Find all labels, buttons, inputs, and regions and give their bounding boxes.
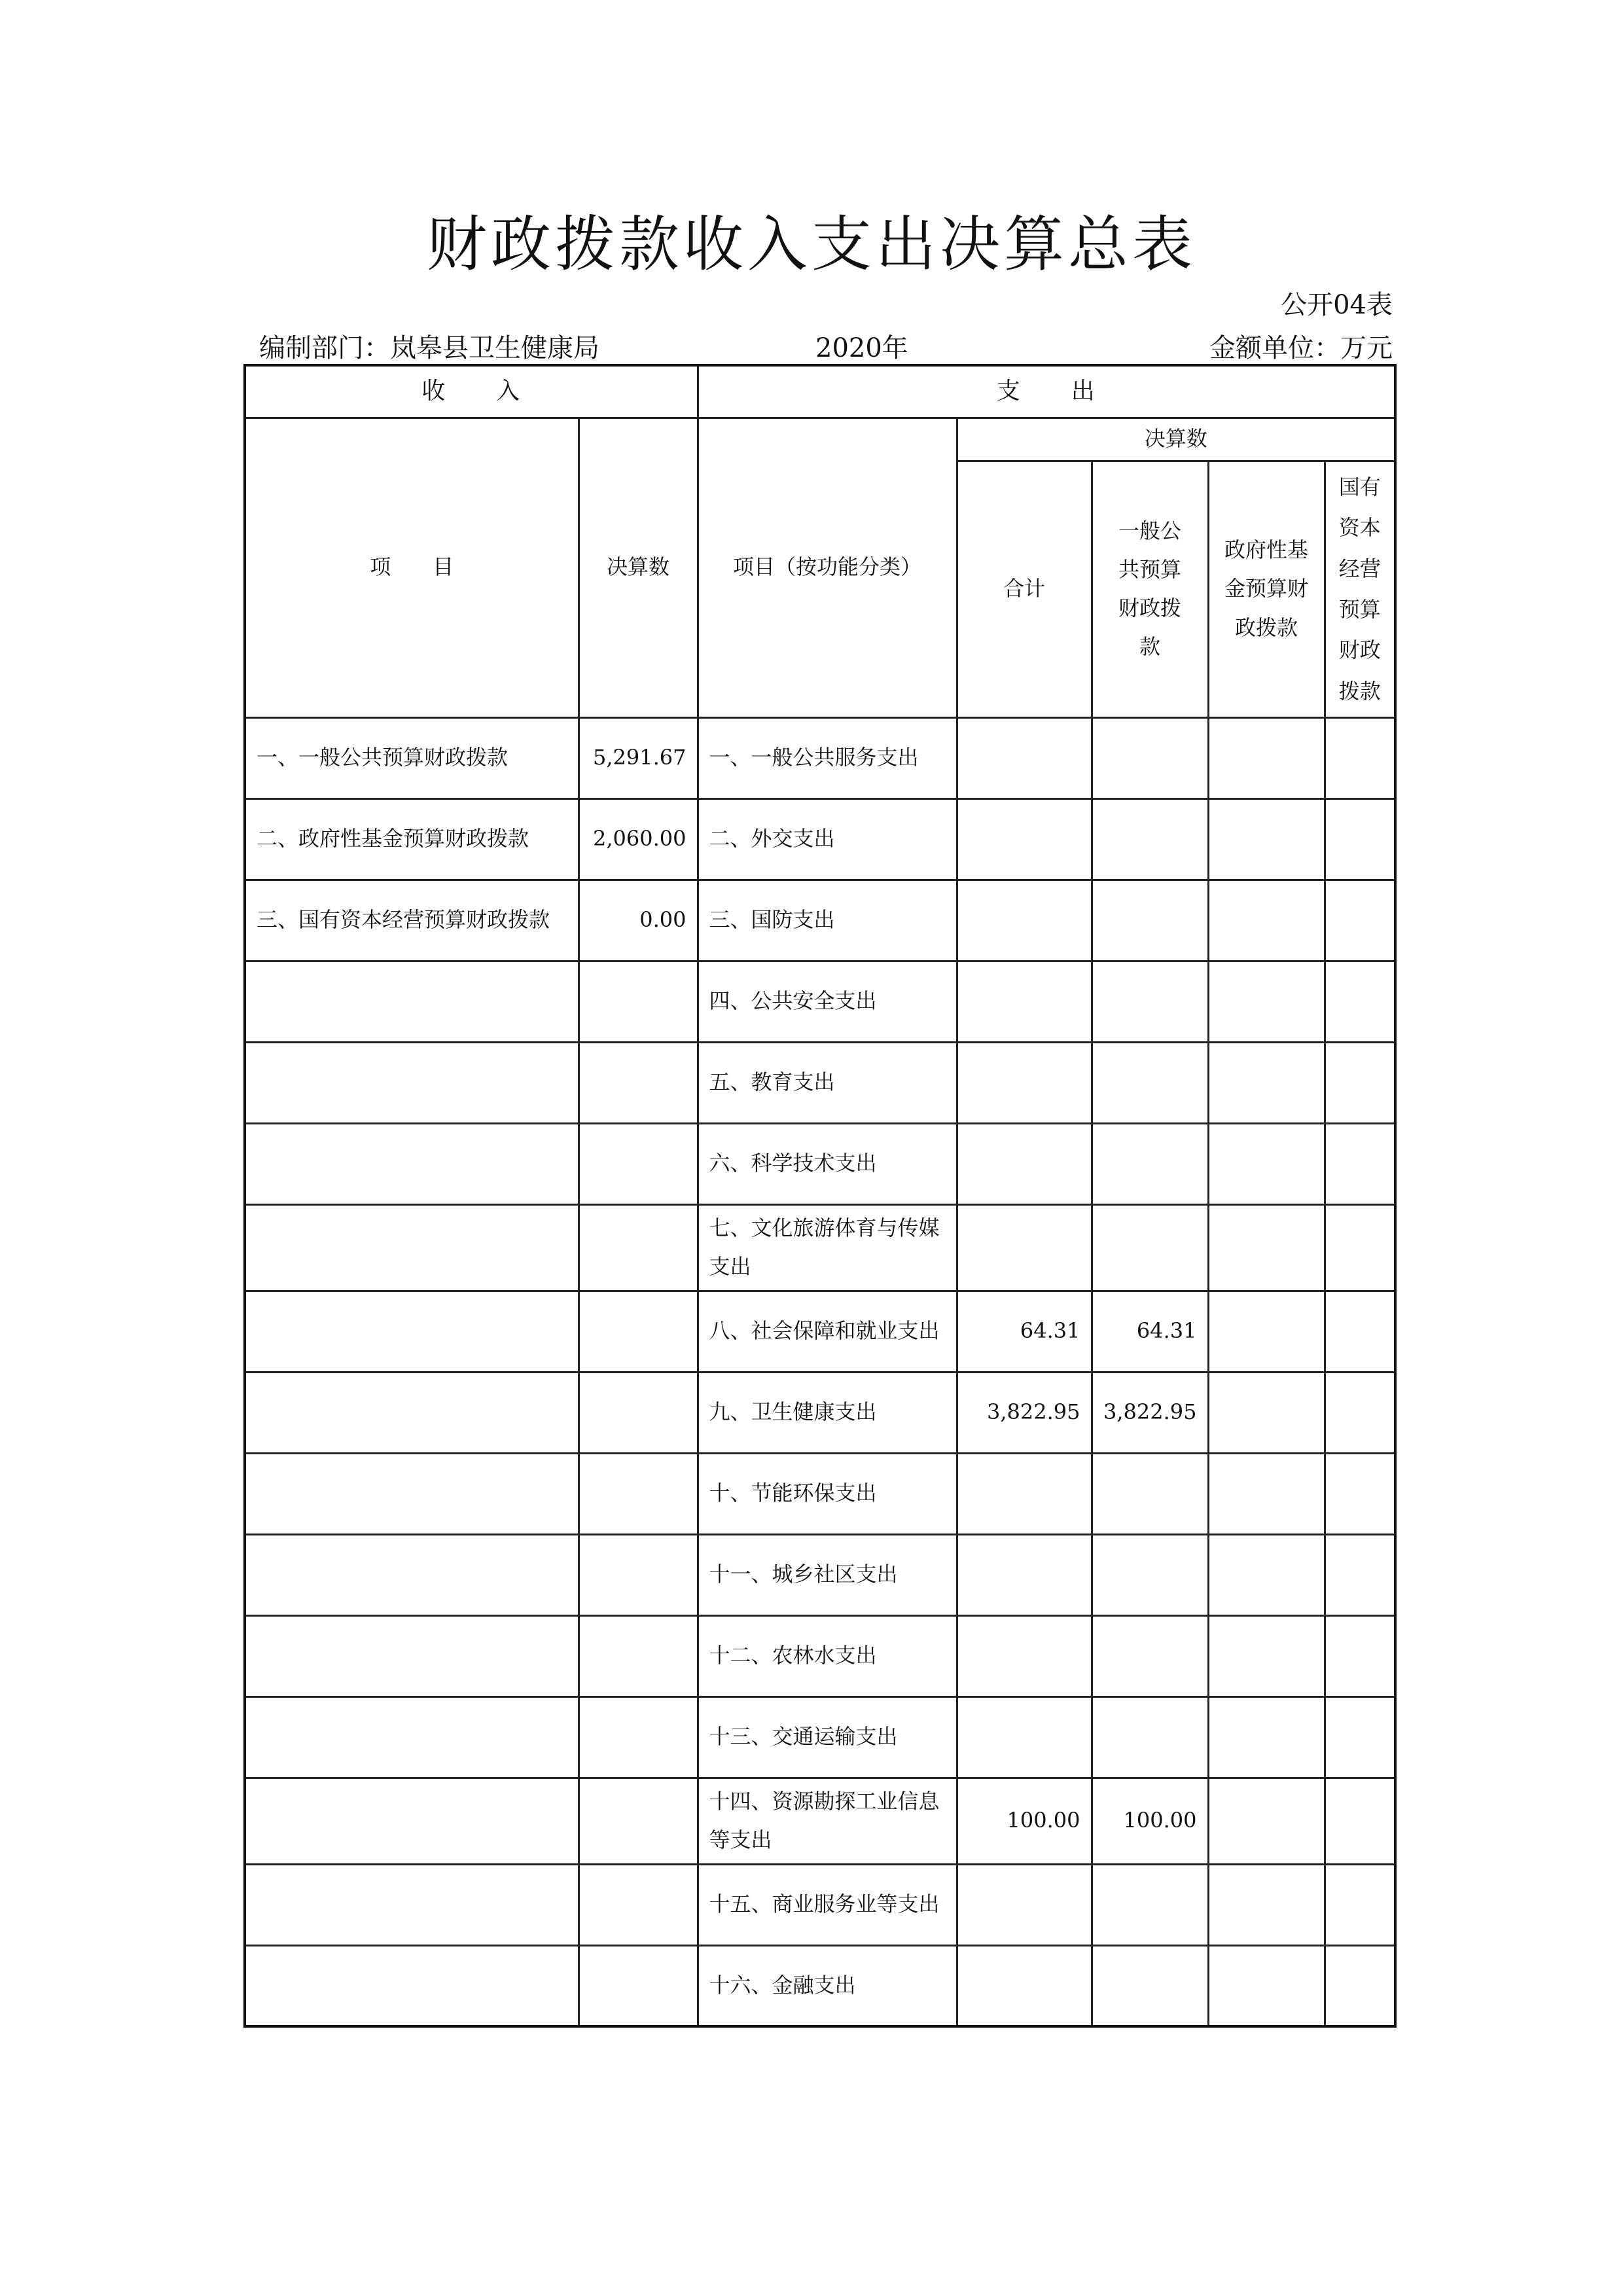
income-amount-cell — [579, 1778, 698, 1864]
income-item-cell — [245, 961, 579, 1042]
table-row — [245, 1696, 1395, 1778]
expense-item-cell: 十六、金融支出 — [698, 1945, 957, 2026]
state-capital-amount-cell — [1325, 1372, 1395, 1453]
gov-fund-amount-cell — [1208, 717, 1325, 798]
income-item-cell — [245, 1534, 579, 1615]
gov-fund-amount-cell — [1208, 1204, 1325, 1291]
income-item-cell — [245, 1778, 579, 1864]
table-row — [245, 717, 1395, 798]
expense-item-cell: 二、外交支出 — [698, 798, 957, 880]
header-row-sections — [245, 365, 1395, 418]
gov-fund-amount-cell — [1208, 1123, 1325, 1204]
general-budget-amount-cell — [1092, 880, 1208, 961]
general-budget-amount-cell — [1092, 1864, 1208, 1945]
income-item-cell: 三、国有资本经营预算财政拨款 — [245, 880, 579, 961]
expense-item-cell: 十、节能环保支出 — [698, 1453, 957, 1534]
department-label: 编制部门：岚皋县卫生健康局 — [259, 333, 599, 363]
total-amount-cell — [957, 880, 1092, 961]
gov-fund-amount-cell — [1208, 880, 1325, 961]
total-amount-cell — [957, 1204, 1092, 1291]
expense-item-cell: 十二、农林水支出 — [698, 1615, 957, 1696]
table-row — [245, 1453, 1395, 1534]
general-budget-amount-cell — [1092, 798, 1208, 880]
general-budget-amount-cell — [1092, 1696, 1208, 1778]
total-amount-cell — [957, 1123, 1092, 1204]
income-item-cell — [245, 1042, 579, 1123]
table-row — [245, 1042, 1395, 1123]
header-row-amount — [245, 418, 1395, 461]
state-capital-amount-cell — [1325, 1291, 1395, 1372]
income-item-header: 项 目 — [245, 418, 579, 717]
total-amount-cell — [957, 1945, 1092, 2026]
general-budget-amount-cell — [1092, 1042, 1208, 1123]
state-capital-amount-cell — [1325, 1696, 1395, 1778]
general-budget-amount-cell — [1092, 1615, 1208, 1696]
income-amount-header: 决算数 — [579, 418, 698, 717]
state-capital-amount-cell — [1325, 798, 1395, 880]
income-item-cell: 二、政府性基金预算财政拨款 — [245, 798, 579, 880]
total-amount-cell: 64.31 — [957, 1291, 1092, 1372]
table-row — [245, 1372, 1395, 1453]
income-amount-cell — [579, 1945, 698, 2026]
table-row — [245, 1615, 1395, 1696]
general-budget-column-header: 一般公共预算财政拨款 — [1092, 461, 1208, 717]
expense-item-cell: 一、一般公共服务支出 — [698, 717, 957, 798]
income-amount-cell — [579, 1453, 698, 1534]
income-amount-cell — [579, 1372, 698, 1453]
year-label: 2020年 — [815, 333, 908, 363]
expense-item-cell: 六、科学技术支出 — [698, 1123, 957, 1204]
gov-fund-amount-cell — [1208, 798, 1325, 880]
state-capital-amount-cell — [1325, 1453, 1395, 1534]
total-amount-cell — [957, 717, 1092, 798]
income-item-cell — [245, 1372, 579, 1453]
expense-item-cell: 十五、商业服务业等支出 — [698, 1864, 957, 1945]
expense-item-cell: 十四、资源勘探工业信息等支出 — [698, 1778, 957, 1864]
income-item-cell — [245, 1696, 579, 1778]
income-amount-cell — [579, 1042, 698, 1123]
gov-fund-amount-cell — [1208, 1042, 1325, 1123]
expense-item-cell: 十一、城乡社区支出 — [698, 1534, 957, 1615]
budget-table — [243, 364, 1397, 2028]
gov-fund-amount-cell — [1208, 1778, 1325, 1864]
state-capital-amount-cell — [1325, 1864, 1395, 1945]
state-capital-amount-cell — [1325, 1204, 1395, 1291]
budget-table-container — [243, 364, 1394, 2028]
general-budget-amount-cell — [1092, 1453, 1208, 1534]
gov-fund-amount-cell — [1208, 1453, 1325, 1534]
gov-fund-amount-cell — [1208, 1372, 1325, 1453]
income-item-cell — [245, 1615, 579, 1696]
income-item-cell — [245, 1864, 579, 1945]
table-row — [245, 1778, 1395, 1864]
gov-fund-amount-cell — [1208, 1615, 1325, 1696]
form-number: 公开04表 — [1281, 290, 1393, 320]
expense-amount-header: 决算数 — [957, 418, 1395, 461]
general-budget-amount-cell — [1092, 1123, 1208, 1204]
total-column-header: 合计 — [957, 461, 1092, 717]
total-amount-cell — [957, 1042, 1092, 1123]
table-row — [245, 961, 1395, 1042]
income-item-cell — [245, 1123, 579, 1204]
table-row — [245, 1204, 1395, 1291]
income-item-cell — [245, 1453, 579, 1534]
state-capital-amount-cell — [1325, 1042, 1395, 1123]
gov-fund-amount-cell — [1208, 1696, 1325, 1778]
state-capital-amount-cell — [1325, 880, 1395, 961]
income-item-cell: 一、一般公共预算财政拨款 — [245, 717, 579, 798]
total-amount-cell — [957, 1864, 1092, 1945]
state-capital-amount-cell — [1325, 1615, 1395, 1696]
expense-item-cell: 八、社会保障和就业支出 — [698, 1291, 957, 1372]
general-budget-amount-cell — [1092, 717, 1208, 798]
income-amount-cell — [579, 1123, 698, 1204]
gov-fund-amount-cell — [1208, 1534, 1325, 1615]
table-row — [245, 1864, 1395, 1945]
gov-fund-column-header: 政府性基金预算财政拨款 — [1208, 461, 1325, 717]
state-capital-amount-cell — [1325, 1778, 1395, 1864]
income-amount-cell — [579, 1864, 698, 1945]
state-capital-column-header: 国有资本经营预算财政拨款 — [1325, 461, 1395, 717]
table-row — [245, 1123, 1395, 1204]
expense-item-cell: 七、文化旅游体育与传媒支出 — [698, 1204, 957, 1291]
income-amount-cell — [579, 961, 698, 1042]
income-amount-cell — [579, 1204, 698, 1291]
total-amount-cell — [957, 1534, 1092, 1615]
income-item-cell — [245, 1291, 579, 1372]
general-budget-amount-cell — [1092, 1945, 1208, 2026]
total-amount-cell: 100.00 — [957, 1778, 1092, 1864]
income-amount-cell — [579, 1615, 698, 1696]
total-amount-cell — [957, 1615, 1092, 1696]
expense-item-header: 项目（按功能分类） — [698, 418, 957, 717]
total-amount-cell — [957, 798, 1092, 880]
table-row — [245, 1291, 1395, 1372]
general-budget-amount-cell — [1092, 1534, 1208, 1615]
expense-item-cell: 三、国防支出 — [698, 880, 957, 961]
expense-item-cell: 四、公共安全支出 — [698, 961, 957, 1042]
gov-fund-amount-cell — [1208, 1945, 1325, 2026]
total-amount-cell — [957, 1453, 1092, 1534]
state-capital-amount-cell — [1325, 1123, 1395, 1204]
general-budget-amount-cell — [1092, 1204, 1208, 1291]
total-amount-cell — [957, 1696, 1092, 1778]
expense-item-cell: 十三、交通运输支出 — [698, 1696, 957, 1778]
income-amount-cell: 2,060.00 — [579, 798, 698, 880]
state-capital-amount-cell — [1325, 717, 1395, 798]
income-section-header: 收 入 — [245, 365, 698, 418]
general-budget-amount-cell: 64.31 — [1092, 1291, 1208, 1372]
income-amount-cell — [579, 1696, 698, 1778]
state-capital-amount-cell — [1325, 1945, 1395, 2026]
table-row — [245, 880, 1395, 961]
income-amount-cell: 0.00 — [579, 880, 698, 961]
table-row — [245, 1534, 1395, 1615]
gov-fund-amount-cell — [1208, 1291, 1325, 1372]
gov-fund-amount-cell — [1208, 1864, 1325, 1945]
general-budget-amount-cell: 100.00 — [1092, 1778, 1208, 1864]
income-amount-cell: 5,291.67 — [579, 717, 698, 798]
page-title: 财政拨款收入支出决算总表 — [426, 209, 1196, 279]
income-item-cell — [245, 1945, 579, 2026]
total-amount-cell: 3,822.95 — [957, 1372, 1092, 1453]
state-capital-amount-cell — [1325, 1534, 1395, 1615]
expense-section-header: 支 出 — [698, 365, 1395, 418]
table-row — [245, 1945, 1395, 2026]
total-amount-cell — [957, 961, 1092, 1042]
unit-label: 金额单位：万元 — [1209, 333, 1393, 363]
expense-item-cell: 九、卫生健康支出 — [698, 1372, 957, 1453]
income-amount-cell — [579, 1534, 698, 1615]
table-row — [245, 798, 1395, 880]
income-amount-cell — [579, 1291, 698, 1372]
expense-item-cell: 五、教育支出 — [698, 1042, 957, 1123]
gov-fund-amount-cell — [1208, 961, 1325, 1042]
general-budget-amount-cell — [1092, 961, 1208, 1042]
income-item-cell — [245, 1204, 579, 1291]
general-budget-amount-cell: 3,822.95 — [1092, 1372, 1208, 1453]
state-capital-amount-cell — [1325, 961, 1395, 1042]
